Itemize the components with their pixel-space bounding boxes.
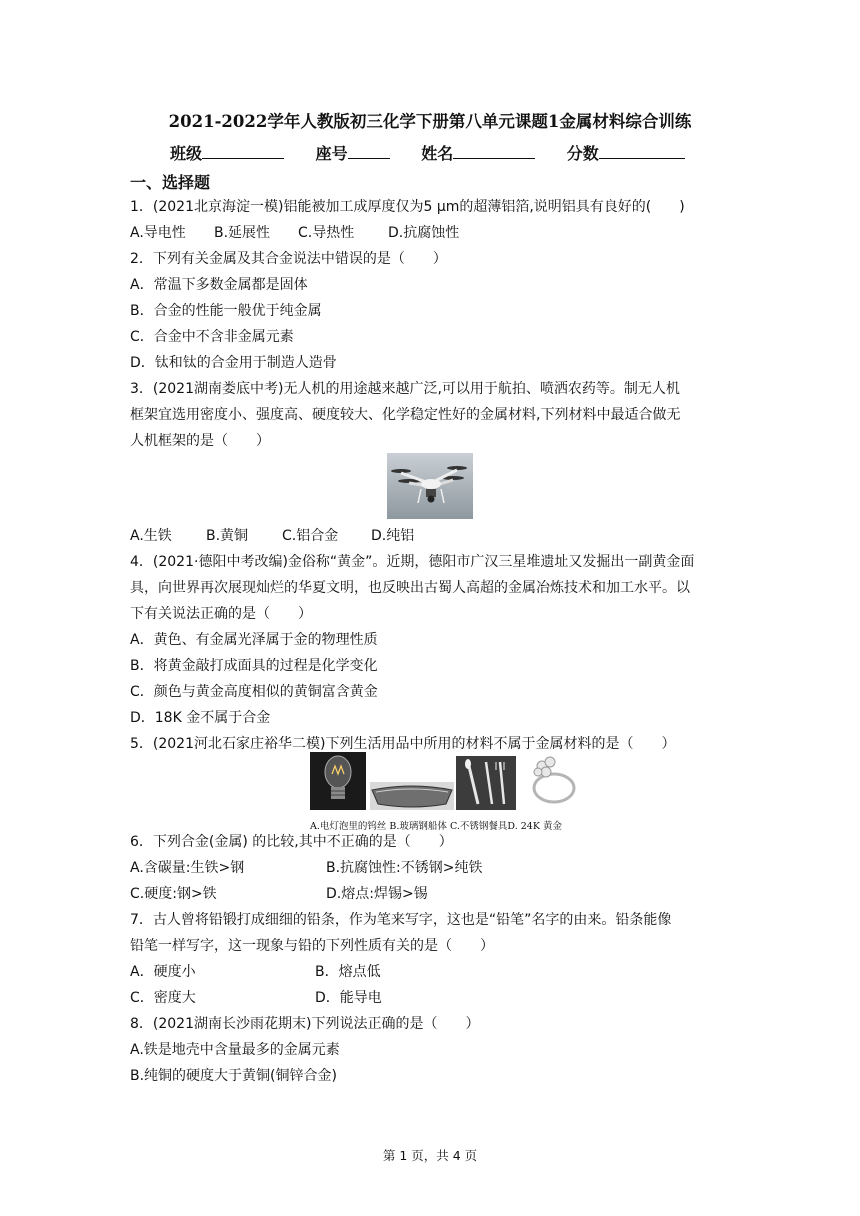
name-label: 姓名 bbox=[421, 144, 454, 163]
score-label: 分数 bbox=[566, 144, 599, 163]
q5-caption-d[interactable]: D. 24K 黄金 bbox=[507, 821, 562, 832]
q8-stem: 8．(2021湖南长沙雨花期末)下列说法正确的是（ ） bbox=[130, 1016, 480, 1032]
cutlery-image bbox=[456, 756, 516, 810]
q3-option-a[interactable]: A.生铁 bbox=[130, 528, 172, 544]
q2-stem: 2．下列有关金属及其合金说法中错误的是（ ） bbox=[130, 251, 447, 267]
q8-option-b[interactable]: B.纯铜的硬度大于黄铜(铜锌合金) bbox=[130, 1068, 337, 1084]
score-field bbox=[567, 141, 685, 164]
class-field bbox=[170, 141, 284, 164]
seat-blank[interactable] bbox=[348, 144, 390, 159]
q7-option-a[interactable]: A．硬度小 bbox=[130, 964, 196, 980]
q1-option-d[interactable]: D.抗腐蚀性 bbox=[388, 225, 460, 241]
q2-option-c[interactable]: C．合金中不含非金属元素 bbox=[130, 329, 294, 345]
q6-options-row-2 bbox=[130, 884, 428, 904]
q8-option-a[interactable]: A.铁是地壳中含量最多的金属元素 bbox=[130, 1042, 340, 1058]
q3-stem-line-1: 3．(2021湖南娄底中考)无人机的用途越来越广泛,可以用于航拍、喷洒农药等。制无人机 bbox=[130, 381, 680, 397]
q2-option-a[interactable]: A．常温下多数金属都是固体 bbox=[130, 277, 308, 293]
q2-option-b[interactable]: B．合金的性能一般优于纯金属 bbox=[130, 303, 322, 319]
q1-option-c[interactable]: C.导热性 bbox=[298, 225, 355, 241]
q3-option-b[interactable]: B.黄铜 bbox=[206, 528, 249, 544]
q6-option-c[interactable]: C.硬度:钢>铁 bbox=[130, 886, 217, 902]
q4-option-a[interactable]: A．黄色、有金属光泽属于金的物理性质 bbox=[130, 632, 378, 648]
seat-label: 座号 bbox=[315, 144, 348, 163]
class-label: 班级 bbox=[170, 144, 203, 163]
q4-option-b[interactable]: B．将黄金敲打成面具的过程是化学变化 bbox=[130, 658, 378, 674]
seat-field bbox=[316, 141, 390, 164]
q4-option-c[interactable]: C．颜色与黄金高度相似的黄铜富含黄金 bbox=[130, 684, 378, 700]
q3-stem-line-3: 人机框架的是（ ） bbox=[130, 433, 270, 449]
q4-stem-line-2: 具，向世界再次展现灿烂的华夏文明，也反映出古蜀人高超的金属冶炼技术和加工水平。以 bbox=[130, 580, 690, 596]
q7-option-d[interactable]: D．能导电 bbox=[315, 990, 382, 1006]
q5-caption-a[interactable]: A.电灯泡里的钨丝 bbox=[310, 821, 387, 832]
score-blank[interactable] bbox=[599, 144, 685, 159]
section-heading: 一、选择题 bbox=[130, 173, 211, 192]
q2-option-d[interactable]: D．钛和钛的合金用于制造人造骨 bbox=[130, 355, 337, 371]
student-info-row bbox=[170, 141, 711, 164]
q6-options-row-1 bbox=[130, 858, 483, 878]
name-field bbox=[421, 141, 535, 164]
q3-option-d[interactable]: D.纯铝 bbox=[371, 528, 415, 544]
q1-option-a[interactable]: A.导电性 bbox=[130, 225, 186, 241]
q5-captions bbox=[310, 818, 562, 832]
q5-caption-c[interactable]: C.不锈钢餐具 bbox=[449, 821, 508, 832]
q5-stem: 5．(2021河北石家庄裕华二模)下列生活用品中所用的材料不属于金属材料的是（ ） bbox=[130, 736, 676, 752]
boat-hull-image bbox=[370, 782, 454, 810]
q4-stem-line-3: 下有关说法正确的是（ ） bbox=[130, 606, 312, 622]
q6-stem: 6．下列合金(金属) 的比较,其中不正确的是（ ） bbox=[130, 834, 453, 850]
q7-options-row-1 bbox=[130, 962, 381, 982]
q4-option-d[interactable]: D．18K 金不属于合金 bbox=[130, 710, 271, 726]
q7-options-row-2 bbox=[130, 988, 382, 1008]
drone-image bbox=[387, 453, 473, 519]
q7-option-c[interactable]: C．密度大 bbox=[130, 990, 196, 1006]
q1-options bbox=[130, 223, 459, 243]
gold-ring-image bbox=[520, 752, 582, 810]
q1-stem: 1．(2021北京海淀一模)铝能被加工成厚度仅为5 μm的超薄铝箔,说明铝具有良好的( ) bbox=[130, 199, 685, 215]
q6-option-b[interactable]: B.抗腐蚀性:不锈钢>纯铁 bbox=[326, 860, 483, 876]
q5-images bbox=[310, 752, 582, 832]
q6-option-d[interactable]: D.熔点:焊锡>锡 bbox=[326, 886, 428, 902]
name-blank[interactable] bbox=[453, 144, 535, 159]
q3-option-c[interactable]: C.铝合金 bbox=[282, 528, 339, 544]
q7-stem-line-2: 铅笔一样写字，这一现象与铅的下列性质有关的是（ ） bbox=[130, 938, 494, 954]
light-bulb-image bbox=[310, 752, 366, 810]
q4-stem-line-1: 4．(2021·德阳中考改编)金俗称“黄金”。近期，德阳市广汉三星堆遗址又发掘出一副黄金面 bbox=[130, 554, 695, 570]
q7-option-b[interactable]: B．熔点低 bbox=[315, 964, 381, 980]
q5-caption-b[interactable]: B.玻璃钢船体 bbox=[389, 821, 447, 832]
page-footer: 第 1 页，共 4 页 bbox=[382, 1148, 478, 1163]
q5-photo-strip bbox=[310, 752, 582, 818]
class-blank[interactable] bbox=[202, 144, 284, 159]
page-title: 2021-2022学年人教版初三化学下册第八单元课题1金属材料综合训练 bbox=[168, 112, 692, 131]
q7-stem-line-1: 7．古人曾将铅锻打成细细的铅条，作为笔来写字，这也是“铅笔”名字的由来。铅条能像 bbox=[130, 912, 672, 928]
q3-options bbox=[130, 526, 414, 546]
q1-option-b[interactable]: B.延展性 bbox=[214, 225, 271, 241]
q3-stem-line-2: 框架宜选用密度小、强度高、硬度较大、化学稳定性好的金属材料,下列材料中最适合做无 bbox=[130, 407, 681, 423]
q6-option-a[interactable]: A.含碳量:生铁>钢 bbox=[130, 860, 245, 876]
